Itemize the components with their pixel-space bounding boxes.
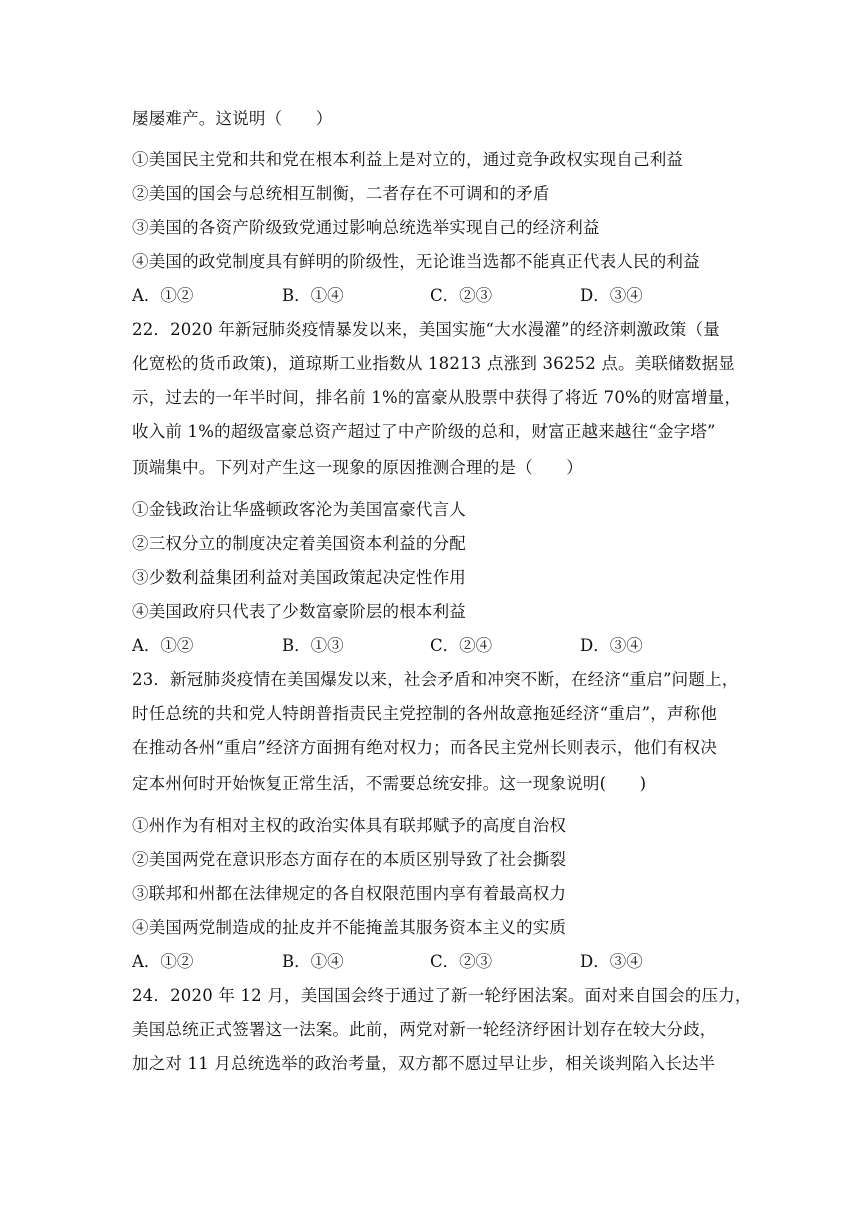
q22-stem-line-5: 顶端集中。下列对产生这一现象的原因推测合理的是（ ） — [132, 458, 583, 477]
q23-option-3: ③联邦和州都在法律规定的各自权限范围内享有着最高权力 — [132, 884, 567, 903]
q22-stem-line-2: 化宽松的货币政策)，道琼斯工业指数从 18213 点涨到 36252 点。美联储数据显 — [132, 354, 735, 373]
q23-stem-line-1: 23．新冠肺炎疫情在美国爆发以来，社会矛盾和冲突不断，在经济“重启”问题上， — [132, 670, 739, 689]
q24-stem-line-1: 24．2020 年 12 月，美国国会终于通过了新一轮纾困法案。面对来自国会的压力， — [132, 986, 752, 1005]
q24-stem-line-2: 美国总统正式签署这一法案。此前，两党对新一轮经济纾困计划存在较大分歧， — [132, 1020, 717, 1039]
q22-choice-d: D．③④ — [580, 636, 643, 655]
q21-option-4: ④美国的政党制度具有鲜明的阶级性，无论谁当选都不能真正代表人民的利益 — [132, 252, 700, 271]
q23-stem-line-2: 时任总统的共和党人特朗普指责民主党控制的各州故意拖延经济“重启”，声称他 — [132, 704, 718, 723]
q21-choice-d: D．③④ — [580, 286, 643, 305]
q24-stem-line-3: 加之对 11 月总统选举的政治考量，双方都不愿过早让步，相关谈判陷入长达半 — [132, 1054, 716, 1073]
q22-choice-a: A．①② — [132, 636, 194, 655]
q23-answer-choices — [132, 950, 732, 974]
q21-option-2: ②美国的国会与总统相互制衡，二者存在不可调和的矛盾 — [132, 184, 550, 203]
q21-answer-choices — [132, 284, 732, 308]
q21-option-1: ①美国民主党和共和党在根本利益上是对立的，通过竞争政权实现自己利益 — [132, 150, 684, 169]
q22-stem-line-3: 示，过去的一年半时间，排名前 1%的富豪从股票中获得了将近 70%的财富增量， — [132, 388, 742, 407]
q21-choice-c: C．②③ — [430, 286, 493, 305]
q23-stem-line-4: 定本州何时开始恢复正常生活，不需要总统安排。这一现象说明( ) — [132, 774, 647, 793]
q22-option-4: ④美国政府只代表了少数富豪阶层的根本利益 — [132, 602, 466, 621]
q23-choice-a: A．①② — [132, 952, 194, 971]
q23-choice-b: B．①④ — [282, 952, 344, 971]
q22-stem-line-4: 收入前 1%的超级富豪总资产超过了中产阶级的总和，财富正越来越往“金字塔” — [132, 422, 716, 441]
q23-option-2: ②美国两党在意识形态方面存在的本质区别导致了社会撕裂 — [132, 850, 567, 869]
q22-stem-line-1: 22．2020 年新冠肺炎疫情暴发以来，美国实施“大水漫灌”的经济刺激政策（量 — [132, 320, 720, 339]
q22-choice-b: B．①③ — [282, 636, 344, 655]
q23-choice-c: C．②③ — [430, 952, 493, 971]
q22-option-1: ①金钱政治让华盛顿政客沦为美国富豪代言人 — [132, 500, 466, 519]
q22-option-3: ③少数利益集团利益对美国政策起决定性作用 — [132, 568, 466, 587]
q22-answer-choices — [132, 634, 732, 658]
q22-option-2: ②三权分立的制度决定着美国资本利益的分配 — [132, 534, 466, 553]
q21-choice-b: B．①④ — [282, 286, 344, 305]
q21-choice-a: A．①② — [132, 286, 194, 305]
q23-option-4: ④美国两党制造成的扯皮并不能掩盖其服务资本主义的实质 — [132, 918, 567, 937]
q21-stem-tail: 屡屡难产。这说明（ ） — [132, 109, 333, 128]
q23-option-1: ①州作为有相对主权的政治实体具有联邦赋予的高度自治权 — [132, 816, 567, 835]
q23-choice-d: D．③④ — [580, 952, 643, 971]
q21-option-3: ③美国的各资产阶级致党通过影响总统选举实现自己的经济利益 — [132, 218, 600, 237]
q22-choice-c: C．②④ — [430, 636, 493, 655]
q23-stem-line-3: 在推动各州“重启”经济方面拥有绝对权力；而各民主党州长则表示，他们有权决 — [132, 738, 718, 757]
